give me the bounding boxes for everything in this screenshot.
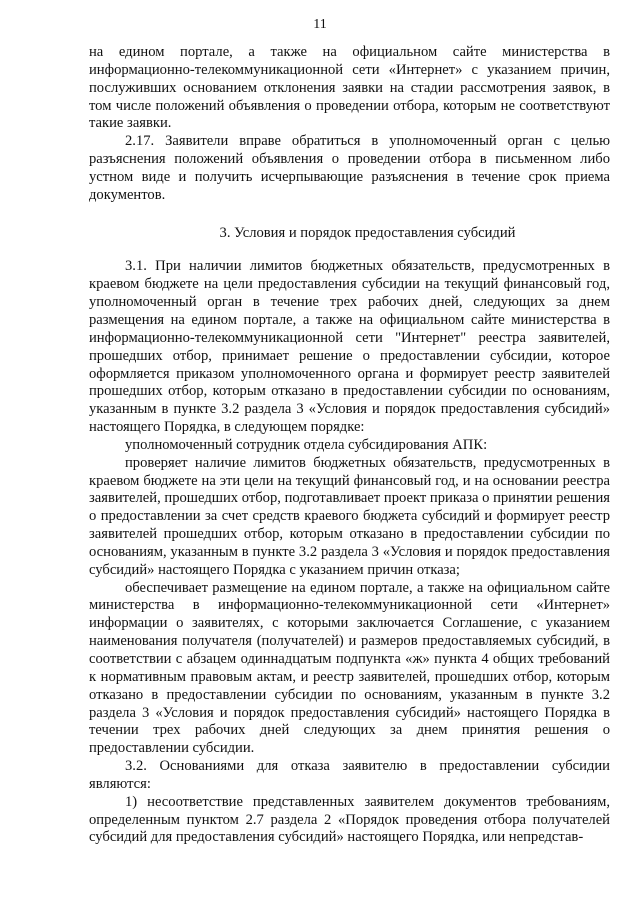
paragraph-3-2: 3.2. Основаниями для отказа заявителю в предоставлении субсидии являются:	[89, 758, 610, 792]
section-heading: 3. Условия и порядок предоставления субсидий	[219, 224, 516, 241]
paragraph-ensures: обеспечивает размещение на едином портале, а также на официальном сайте министерства в информационно-телекоммуникационной сети «Интернет» информации о заявителях, с которыми заключается Соглашение, с указанием наименования получателя (получателей) и размеров предоставляемых субсидий, в соответствии с абзацем одиннадцатым подпункта «ж» пункта 4 общих требований к нормативным правовым актам, и реестр заявителей, прошедших отбор, которым отказано в предоставлении субсидии по основаниям, указанным в пункте 3.2 раздела 3 «Условия и порядок предоставления субсидий» настоящего Порядка в течении трех рабочих дней следующих за днем принятия решения о предоставлении субсидии.	[89, 579, 610, 757]
spacer	[89, 242, 610, 258]
paragraph-3-2-1: 1) несоответствие представленных заявителем документов требованиям, определенным пунктом 2.7 раздела 2 «Порядок проведения отбора получателей субсидий для предоставления субсидий» настоящего Порядка, или непредстав-	[89, 793, 610, 846]
paragraph-checks: проверяет наличие лимитов бюджетных обязательств, предусмотренных в краевом бюджете на эти цели на текущий финансовый год, и на основании реестра заявителей, прошедших отбор, подготавливает проект приказа о принятии решения о предоставлении за счет средств краевого бюджета субсидий и формирует реестр заявителей прошедших отбор, которым отказано в предоставлении субсидии по основаниям, указанным в пункте 3.2 раздела 3 «Условия и порядок предоставления субсидий» настоящего Порядка с указанием причин отказа;	[89, 454, 610, 578]
paragraph-employee: уполномоченный сотрудник отдела субсидирования АПК:	[125, 436, 488, 453]
spacer	[89, 205, 610, 225]
page-number: 11	[313, 17, 327, 32]
document-body	[89, 44, 610, 847]
paragraph-continuation: на едином портале, а также на официальном сайте министерства в информационно-телекоммуникационной сети «Интернет» с указанием причин, послуживших основанием отклонения заявки на стадии рассмотрения заявок, в том числе положений объявления о проведении отбора, которым не соответствуют такие заявки.	[89, 44, 610, 132]
paragraph-3-1: 3.1. При наличии лимитов бюджетных обязательств, предусмотренных в краевом бюджете на цели предоставления субсидии на текущий финансовый год, уполномоченный орган в течение трех рабочих дней, следующих за днем размещения на едином портале, а также на официальном сайте министерства в информационно-телекоммуникационной сети "Интернет" реестра заявителей, прошедших отбор, принимает решение о предоставлении субсидии, которое оформляется приказом уполномоченного органа и формирует реестр заявителей прошедших отбор, которым отказано в предоставлении субсидии по основаниям, указанным в пункте 3.2 раздела 3 «Условия и порядок предоставления субсидий» настоящего Порядка, в следующем порядке:	[89, 258, 610, 436]
paragraph-2-17: 2.17. Заявители вправе обратиться в уполномоченный орган с целью разъяснения положений объявления о проведении отбора в письменном либо устном виде и получить исчерпывающие разъяснения в течение срок приема документов.	[89, 133, 610, 203]
